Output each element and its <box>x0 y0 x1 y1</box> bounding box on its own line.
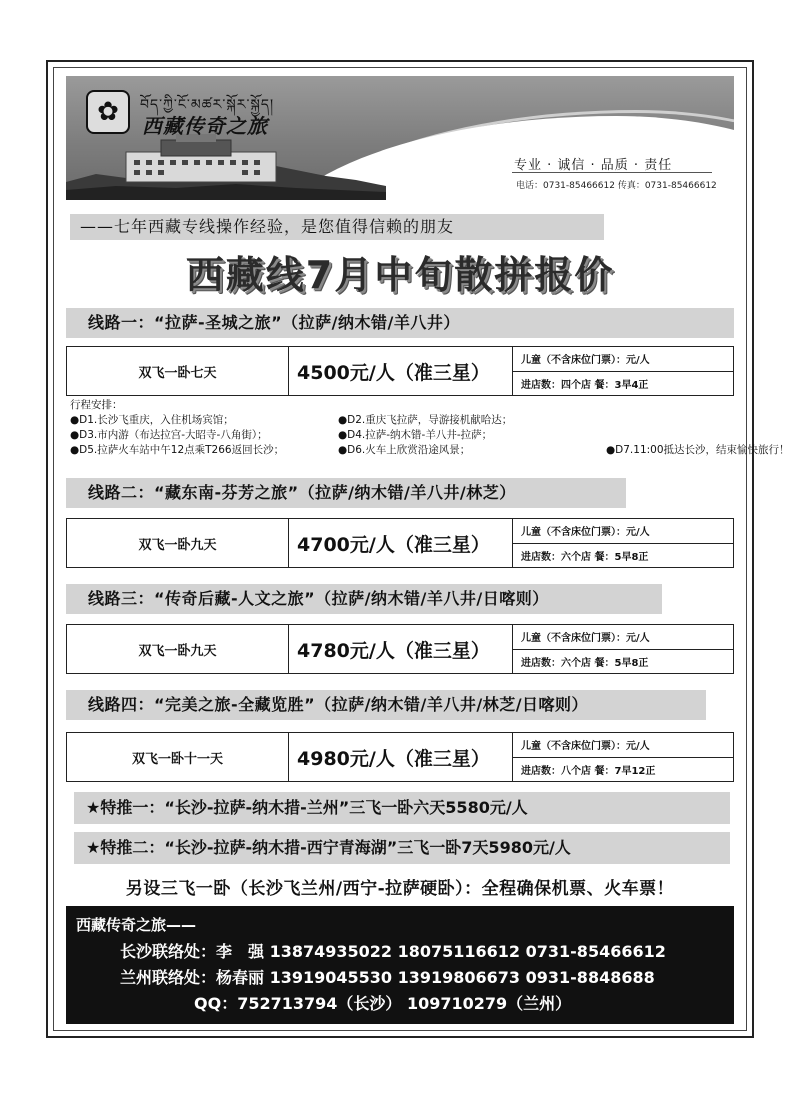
route-3-days: 双飞一卧九天 <box>67 625 289 673</box>
tagline: ——七年西藏专线操作经验，是您值得信赖的朋友 <box>70 214 604 240</box>
route-3-price-table <box>66 624 734 674</box>
route-1-info <box>513 347 733 395</box>
special-offer-1: ★特推一：“长沙-拉萨-纳木措-兰州”三飞一卧六天5580元/人 <box>74 792 730 824</box>
brand-name: 西藏传奇之旅 <box>142 114 268 138</box>
route-4-child-price: 儿童（不含床位门票）：元/人 <box>521 741 650 753</box>
route-2-days: 双飞一卧九天 <box>67 519 289 567</box>
route-4-price-table <box>66 732 734 782</box>
tibetan-logo-text: བོད་ཀྱི་ངོ་མཚར་སྐོར་སྐྱོད། <box>140 97 275 113</box>
itinerary <box>70 398 790 458</box>
contact-lanzhou: 兰州联络处：杨春丽 13919045530 13919806673 0931-8848688 <box>120 968 655 987</box>
ticket-guarantee-note: 另设三飞一卧（长沙飞兰州/西宁-拉萨硬卧）：全程确保机票、火车票！ <box>125 879 675 899</box>
route-4-info <box>513 733 733 781</box>
route-3-info <box>513 625 733 673</box>
route-1-price: 4500元/人（准三星） <box>289 347 513 395</box>
route-1-child-price: 儿童（不含床位门票）：元/人 <box>521 355 650 367</box>
potala-palace-image <box>66 130 386 200</box>
header-banner <box>66 76 734 200</box>
itinerary-day-3: ●D3.市内游（布达拉宫-大昭寺-八角街）； <box>70 429 268 441</box>
itinerary-day-2: ●D2.重庆飞拉萨，导游接机献哈达； <box>338 414 513 426</box>
itinerary-heading: 行程安排： <box>70 399 123 411</box>
route-1-price-table <box>66 346 734 396</box>
itinerary-day-1: ●D1.长沙飞重庆，入住机场宾馆； <box>70 414 234 426</box>
route-2-child-price: 儿童（不含床位门票）：元/人 <box>521 527 650 539</box>
route-3-child-price: 儿童（不含床位门票）：元/人 <box>521 633 650 645</box>
itinerary-day-6: ●D6.火车上欣赏沿途风景； <box>338 444 471 456</box>
logo-icon: ✿ <box>86 90 130 134</box>
route-3-shops-meals: 进店数：六个店 餐：5早8正 <box>513 649 733 674</box>
phone-fax: 电话：0731-85466612 传真：0731-85466612 <box>516 181 717 191</box>
page-title: 西藏线7月中旬散拼报价 <box>185 253 615 297</box>
route-3-title: 线路三：“传奇后藏-人文之旅”（拉萨/纳木错/羊八井/日喀则） <box>66 584 662 614</box>
route-1-shops-meals: 进店数：四个店 餐：3早4正 <box>513 371 733 396</box>
route-2-shops-meals: 进店数：六个店 餐：5早8正 <box>513 543 733 568</box>
itinerary-day-4: ●D4.拉萨-纳木错-羊八井-拉萨； <box>338 429 493 441</box>
route-2-info <box>513 519 733 567</box>
contact-title: 西藏传奇之旅—— <box>76 916 197 934</box>
route-1-title: 线路一：“拉萨-圣城之旅”（拉萨/纳木错/羊八井） <box>66 308 734 338</box>
slogan-divider <box>512 172 712 173</box>
itinerary-day-5: ●D5.拉萨火车站中午12点乘T266返回长沙； <box>70 444 285 456</box>
itinerary-day-7: ●D7.11:00抵达长沙，结束愉快旅行！ <box>606 444 790 456</box>
route-2-price-table <box>66 518 734 568</box>
route-4-title: 线路四：“完美之旅-全藏览胜”（拉萨/纳木错/羊八井/林芝/日喀则） <box>66 690 706 720</box>
slogan: 专业 · 诚信 · 品质 · 责任 <box>514 158 673 173</box>
route-4-shops-meals: 进店数：八个店 餐：7早12正 <box>513 757 733 782</box>
special-offer-2: ★特推二：“长沙-拉萨-纳木措-西宁青海湖”三飞一卧7天5980元/人 <box>74 832 730 864</box>
route-3-price: 4780元/人（准三星） <box>289 625 513 673</box>
contact-panel <box>66 906 734 1024</box>
route-1-days: 双飞一卧七天 <box>67 347 289 395</box>
contact-qq: QQ：752713794（长沙） 109710279（兰州） <box>194 994 572 1013</box>
route-2-title: 线路二：“藏东南-芬芳之旅”（拉萨/纳木错/羊八井/林芝） <box>66 478 626 508</box>
route-4-days: 双飞一卧十一天 <box>67 733 289 781</box>
route-4-price: 4980元/人（准三星） <box>289 733 513 781</box>
route-2-price: 4700元/人（准三星） <box>289 519 513 567</box>
contact-changsha: 长沙联络处：李 强 13874935022 18075116612 0731-85466612 <box>120 942 666 961</box>
